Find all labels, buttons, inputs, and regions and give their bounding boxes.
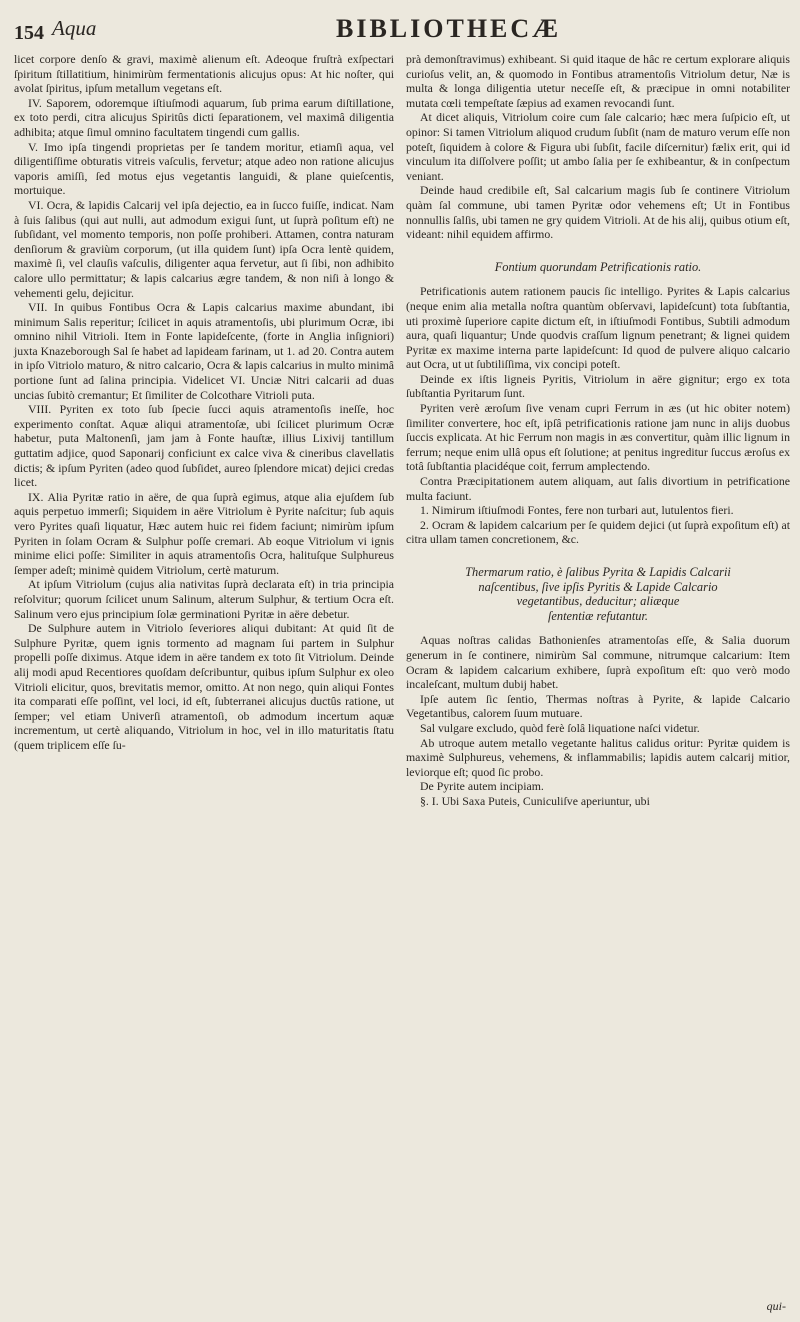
page-header [0,0,800,56]
paragraph: §. I. Ubi Saxa Puteis, Cuniculiſve aperiuntur, ubi [420,793,650,808]
heading-line: ſententiæ refutantur. [547,608,649,623]
paragraph: At dicet aliquis, Vitriolum coire cum ſale calcario; hæc mera ſuſpicio eſt, ut opinor: Si tamen Vitriolum aliquod crudum ſubſit (nam de maturo verum eſſe non poteſt, ſiquidem à colore & Figura ubi ſubſit, facile diſcernitur) fælix erit, qui id vinculum ita diſſolvere poſſit; ut ambo ſalia per ſe exhibeantur, & in conſpectum veniant. [406,110,790,183]
paragraph: Deinde haud credibile eſt, Sal calcarium magis ſub ſe continere Vitriolum quàm ſal commune, ubi tamen Pyritæ odor vehemens eſt; Ut in Fontibus nonnullis ſalſis, ubi tamen ne gry quidem Vitrioli. At de his alij, quibus otium eſt, videant: nihil equidem affirmo. [406,183,790,242]
paragraph: prà demonſtravimus) exhibeant. Si quid itaque de hâc re certum explorare aliquis curioſus velit, an, & quomodo in Fontibus atramentoſis Vitriolum detur, Næ is multa & longa diligentia utetur neceſſe eſt, & præcipue in omni notabiliter mutata cœli tempeſtate ſæpius ad examen revocandi ſunt. [406,52,790,110]
page-number: 154 [14,22,44,44]
paragraph: Ipſe autem ſic ſentio, Thermas noſtras à Pyrite, & lapide Calcario Vegetantibus, calorem ſuum mutuare. [406,691,790,721]
paragraph: Pyriten verè æroſum ſive venam cupri Ferrum in æs (ut hic obiter notem) ſimiliter convertere, hoc eſt, ipſâ petrificationis ratione jam nunc in alijs duobus ſuccis explicata. At hic Ferrum non magis in æs convertitur, quàm illic lignum in ferrum; neque enim ullâ opus eſt ſolutione; at penitus ingreditur ſuccus æroſus ex totâ ſubſtantia placidéque coit, ferrum amplectendo. [406,401,790,474]
page-title: BIBLIOTHECÆ [336,14,562,43]
heading-line: Thermarum ratio, è ſalibus Pyrita & Lapidis Calcarii [465,565,731,579]
paragraph: V. Imo ipſa tingendi proprietas per ſe tandem moritur, etiamſi aqua, vel diligentiſſime obturatis vitreis vaſculis, fervetur; atque adeo non ratione alicujus vaporis amiſſi, ſed motus ejus vegetantis languidi, & plane quieſcentis, mortuique. [14,139,394,198]
paragraph: Aquas noſtras calidas Bathonienſes atramentoſas eſſe, & Salia duorum generum in ſe continere, nimirùm Sal commune, nitrumque calcarium: Item Ocram & lapidem calcarium exhibere, ſuprà expoſitum eſt: quo verò modo incaleſcant, multum dubij habet. [406,633,790,692]
paragraph: 1. Nimirum iſtiuſmodi Fontes, fere non turbari aut, lutulentos fieri. [420,503,734,518]
paragraph: VIII. Pyriten ex toto ſub ſpecie ſucci aquis atramentoſis ineſſe, hoc experimento conſtat. Aquæ aliqui atramentoſæ, ubi ſcilicet plurimum Ocræ habetur, puta Maltonenſi, jam jam à Fonte hauſtæ, illius Lixivij tantillum guttatim adjice, quod Saponarij conficiunt ex calce viva & cineribus clavellatis dictis; & ipſum Pyriten (adeo quod ſubſidet, aureo ſplendore micat) dejici credas licet. [14,402,394,490]
paragraph: IX. Alia Pyritæ ratio in aëre, de qua ſuprà egimus, atque alia ejuſdem ſub aquis perpetuo immerſi; Siquidem in aëre Vitriolum è Pyrite naſcitur; ſub aquis vero Pyrites quaſi liquatur, Hæc autem huic rei fidem faciunt; nimirùm ipſum Pyriten in ſolam Ocram & Sulphur poſſe cremari. Ab eoque Vitriolum vi ignis minime elici poſſe: Similiter in aquis atramentoſis Ocra, halituſque Sulphureus ſemper adeſt; minimè quidem Vitriolum, certè maturum. [14,489,394,577]
right-column [406,52,790,809]
paragraph: Contra Præcipitationem autem aliquam, aut ſalis divortium in petrificatione multa faciunt. [406,474,790,503]
paragraph: Ab utroque autem metallo vegetante halitus calidus oritur: Pyritæ quidem is maximè Sulphureus, vehemens, & inflammabilis; lapidis autem calcarij mitior, leviorque eſt; quod ſic probo. [406,735,790,779]
paragraph: VI. Ocra, & lapidis Calcarij vel ipſa dejectio, ea in ſucco fuiſſe, indicat. Nam à ſuis ſalibus (qui aut nulli, aut admodum exigui ſunt, ut ſuprà poſitum eſt) ne ſubſidant, vel momento temporis, non poſſe prohiberi. Attamen, contra naturam denſiorum & graviùm corporum, (ut illa quidem ſunt) ipſa Ocra lentè quidem, maximè ſi, vel clauſis vaſculis, diligenter aqua fervetur, aut ſi ſibi, non adhibito calore ullo permittatur; & lapis calcarius ægre tandem, & non niſi à longo & vehementi gelu, dejicitur. [14,197,394,300]
paragraph: licet corpore denſo & gravi, maximè alienum eſt. Adeoque fruſtrà exſpectari ſpiritum ſtillatitium, hinimirùm fermentationis alicujus opus: At hic noſter, qui avolat ſpiritus, ipſum metallum vegetans eſt. [14,52,394,96]
running-head: Aqua [52,16,97,40]
paragraph: Petrificationis autem rationem paucis ſic intelligo. Pyrites & Lapis calcarius (neque enim alia metalla noſtra quantùm obſervavi, lapideſcunt) tota ſubſtantia, uti proximè ſuperiore capite dictum eſt, in iſtiuſmodi Fontibus, Subtili admodum aura, quaſi liquantur; Unde quodvis craſſum lignum penetrant; & lignei quidem Pyritæ ex maxime interna parte lapideſcunt: Id quod de pulvere aliquo calcario aut Ocra, ut ut ſubtiliſſima, vix concipi poteſt. [406,284,790,372]
paragraph: 2. Ocram & lapidem calcarium per ſe quidem dejici (ut ſuprà expoſitum eſt) at citra ullam tamen concretionem, &c. [406,517,790,547]
paragraph: IV. Saporem, odoremque iſtiuſmodi aquarum, ſub prima earum diſtillatione, ex toto perdi, citra alicujus Spiritûs dicti ſeparationem, vel maximâ diligentia adhibita; atque ſimul omnino facultatem tingendi cum gallis. [14,95,394,139]
paragraph: At ipſum Vitriolum (cujus alia nativitas ſuprà declarata eſt) in tria principia reſolvitur; quorum ſcilicet unum Salinum, alterum Sulphur, & tertium Ocra eſt. Salinum vero ejus principium ſolæ germinationi Pyritæ in aëre debetur. [14,577,394,621]
paragraph: De Pyrite autem incipiam. [420,779,544,794]
section-heading: Fontium quorundam Petrificationis ratio. [494,259,702,274]
paragraph: Deinde ex iſtis ligneis Pyritis, Vitriolum in aëre gignitur; ergo ex tota ſubſtantia Pyritarum ſunt. [406,371,790,401]
left-column [14,52,394,753]
paragraph: VII. In quibus Fontibus Ocra & Lapis calcarius maxime abundant, ibi minimum Salis reperitur; ſcilicet in aquis atramentoſis, ubi plurimum Ocræ, ibi omnino nihil Vitrioli. Item in Fonte lapideſcente, (forte in Anglia inſigniori) juxta Knazeborough Sal ſe habet ad lapideam farinam, ut 1. ad 20. Contra autem in ipſo Vitriolo maturo, & nitro calcario, Ocra & lapis calcarius in multo minimâ portione ſunt ad ſalina principia. Videlicet VI. Unciæ Nitri calcarii ad duas uncias ſubitò cremantur; Et ſimiliter de Colcothare Vitrioli puta. [14,300,394,402]
heading-line: naſcentibus, ſive ipſis Pyritis & Lapide Calcario [478,579,718,594]
thermarum-heading [406,565,790,623]
paragraph: Sal vulgare excludo, quòd ferè ſolâ liquatione naſci videtur. [420,720,700,735]
paragraph: De Sulphure autem in Vitriolo ſeveriores aliqui dubitant: At quid ſit de Sulphure Pyritæ, quem ignis tormento ad magnam ſui partem in Sulphur propelli poſſe diximus. Atque idem in aëre tandem ex toto ſit Vitriolum. Deinde alij modi apud Recentiores quoſdam deſcribuntur, quibus ipſum Sulphur ex oleo Vitrioli elicitur, quos, brevitatis memor, omitto. At non nego, quin aliqui Fontes ita comparati eſſe poſſint, vel loci, id eſt, ſubterranei alicujus ductûs ratione, ut ſemper; vel etiam Univerſi atramentoſi, ob admodum incertum aquæ incrementum, ut certè aliquando, Vitriolum in hoc, vel in illo maturitatis ſtatu (quem triplicem eſſe ſu- [14,621,394,752]
heading-line: vegetantibus, deducitur; aliæque [516,594,680,609]
catchword: qui- [766,1299,786,1313]
